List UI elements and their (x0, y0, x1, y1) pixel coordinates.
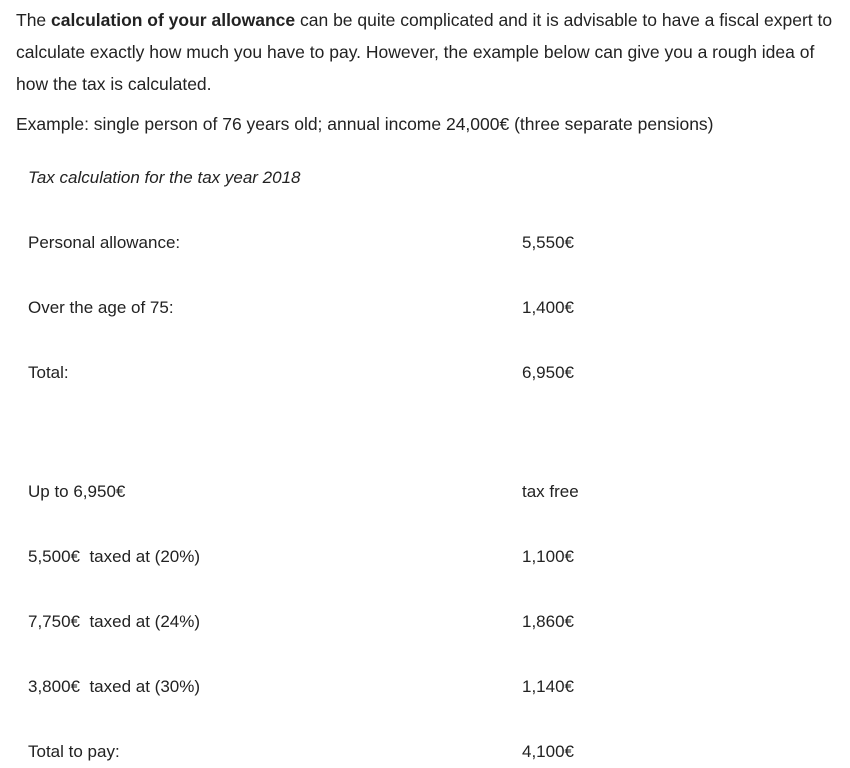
table-row-personal-allowance (28, 230, 728, 256)
intro-bold-phrase: calculation of your allowance (51, 10, 296, 30)
table-row-band-30 (28, 674, 728, 700)
row-label: Total: (28, 363, 69, 382)
row-label: 3,800€ taxed at (30%) (28, 677, 201, 696)
row-value: 5,550€ (522, 233, 574, 252)
row-label: 5,500€ taxed at (20%) (28, 547, 201, 566)
row-value: 4,100€ (522, 742, 574, 761)
table-row-tax-free (28, 479, 728, 505)
table-row-band-20 (28, 544, 728, 570)
table-row-band-24 (28, 609, 728, 635)
intro-prefix: The (16, 10, 52, 30)
row-label: 7,750€ taxed at (24%) (28, 612, 201, 631)
intro-paragraph (16, 4, 846, 100)
example-line: Example: single person of 76 years old; annual income 24,000€ (three separate pensions) (16, 114, 714, 134)
row-label: Up to 6,950€ (28, 482, 126, 501)
row-value: 1,140€ (522, 677, 574, 696)
row-label: Personal allowance: (28, 233, 181, 252)
row-value: 1,400€ (522, 298, 574, 317)
row-value: 1,860€ (522, 612, 574, 631)
table-row-over-75 (28, 295, 728, 321)
table-caption: Tax calculation for the tax year 2018 (28, 168, 301, 187)
table-row-total-to-pay (28, 739, 728, 765)
row-label: Total to pay: (28, 742, 120, 761)
row-value: tax free (522, 482, 579, 501)
row-value: 1,100€ (522, 547, 574, 566)
table-row-allowance-total (28, 360, 728, 386)
row-value: 6,950€ (522, 363, 574, 382)
row-label: Over the age of 75: (28, 298, 174, 317)
intro-rest: can be quite complicated and it is advisable to have a fiscal expert to calculate exactly how much you have to pay. However, the example below can give you a rough idea of how the tax is calculated. (16, 10, 833, 94)
